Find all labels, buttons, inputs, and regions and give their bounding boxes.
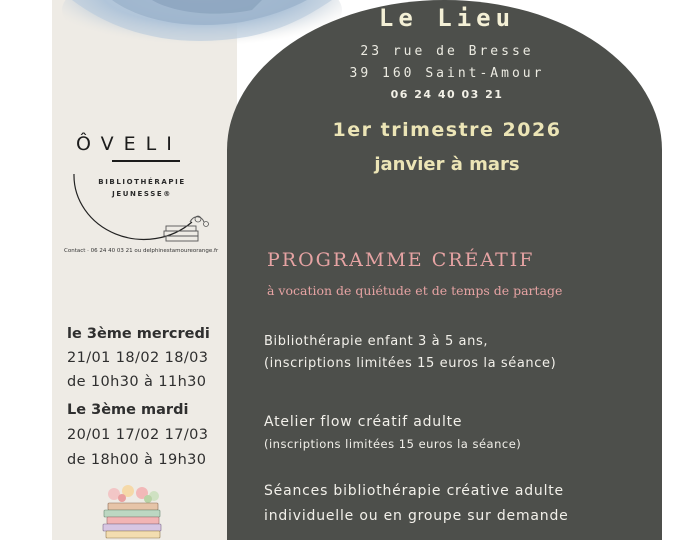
wednesday-heading: le 3ème mercredi	[67, 326, 210, 342]
program-item1-line2: (inscriptions limitées 15 euros la séance)	[264, 356, 557, 371]
venue-name: Le Lieu	[378, 4, 516, 32]
brand-name: ÔVELI	[76, 133, 182, 155]
program-item2-line1: Atelier flow créatif adulte	[264, 414, 463, 430]
wednesday-hours: de 10h30 à 11h30	[67, 374, 207, 390]
venue-street: 23 rue de Bresse	[360, 44, 534, 59]
wednesday-dates: 21/01 18/02 18/03	[67, 350, 209, 366]
brand-contact: Contact · 06 24 40 03 21 ou delphinestamoureorange.fr	[64, 248, 219, 254]
program-title: PROGRAMME CRÉATIF	[267, 249, 535, 271]
trimester-title: 1er trimestre 2026	[332, 119, 562, 141]
stacked-books-icon	[160, 214, 212, 244]
stacked-books-flowers-icon	[98, 484, 170, 540]
venue-phone: 06 24 40 03 21	[390, 88, 504, 101]
program-item3-line1: Séances bibliothérapie créative adulte	[264, 483, 564, 499]
program-tagline: à vocation de quiétude et de temps de partage	[267, 283, 563, 298]
program-item3-line2: individuelle ou en groupe sur demande	[264, 508, 569, 524]
tuesday-heading: Le 3ème mardi	[67, 402, 189, 418]
program-item1-line1: Bibliothérapie enfant 3 à 5 ans,	[264, 334, 489, 349]
tuesday-hours: de 18h00 à 19h30	[67, 452, 207, 468]
brand-underline	[112, 160, 180, 162]
brand-subtitle-2: JEUNESSE®	[112, 190, 172, 198]
brand-subtitle-1: BIBLIOTHÉRAPIE	[98, 178, 186, 186]
venue-city: 39 160 Saint-Amour	[349, 66, 545, 81]
program-item2-line2: (inscriptions limitées 15 euros la séance)	[264, 437, 522, 451]
tuesday-dates: 20/01 17/02 17/03	[67, 427, 209, 443]
months-subtitle: janvier à mars	[374, 154, 520, 175]
